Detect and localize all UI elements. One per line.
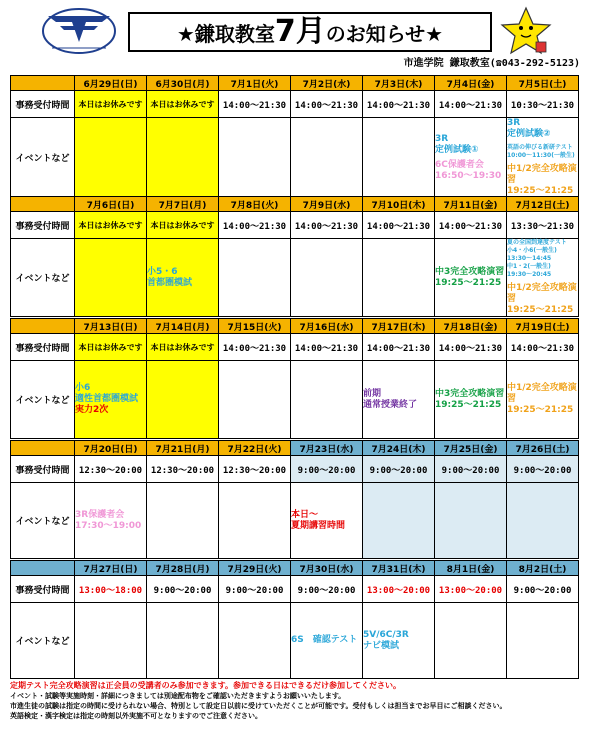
- day-date: 8月2日(土): [507, 561, 579, 576]
- reception-hours: 9:00～20:00: [291, 576, 363, 603]
- reception-hours: 13:00～18:00: [75, 576, 147, 603]
- reception-hours: 本日はお休みです: [147, 334, 219, 361]
- day-events: [75, 239, 147, 317]
- reception-hours: 13:00～20:00: [435, 576, 507, 603]
- day-date: 7月31日(木): [363, 561, 435, 576]
- event-text: 実力2次: [75, 405, 109, 415]
- reception-label: 事務受付時間: [11, 334, 75, 361]
- day-events: [147, 361, 219, 439]
- day-events: [219, 603, 291, 679]
- day-date: 7月1日(火): [219, 76, 291, 91]
- day-events: [363, 118, 435, 198]
- day-events: [75, 118, 147, 198]
- events-label: イベントなど: [11, 239, 75, 317]
- event-text: 小4・小6(一般生): [507, 247, 557, 254]
- event-text: 19:30～20:45: [507, 271, 552, 278]
- day-date: 7月22日(火): [219, 441, 291, 456]
- event-text: 19:25～21:25: [507, 305, 574, 315]
- day-date: 7月25日(金): [435, 441, 507, 456]
- reception-hours: 9:00～20:00: [507, 576, 579, 603]
- header-corner: [11, 197, 75, 212]
- day-events: [147, 483, 219, 559]
- day-events: [507, 603, 579, 679]
- day-date: 8月1日(金): [435, 561, 507, 576]
- day-events: [507, 118, 579, 198]
- star-mascot-icon: [498, 6, 554, 58]
- reception-hours: 本日はお休みです: [75, 91, 147, 118]
- event-text: 3R保護者会: [75, 509, 125, 520]
- reception-hours: 14:00～21:30: [435, 334, 507, 361]
- day-events: [363, 603, 435, 679]
- day-events: [507, 239, 579, 317]
- day-date: 7月18日(金): [435, 319, 507, 334]
- day-events: [363, 239, 435, 317]
- week-table: [10, 196, 579, 317]
- reception-hours: 12:30～20:00: [219, 456, 291, 483]
- event-text: 中3完全攻略演習: [435, 266, 505, 277]
- event-text: 首都圏模試: [147, 277, 193, 288]
- reception-hours: 14:00～21:30: [363, 91, 435, 118]
- day-events: [363, 483, 435, 559]
- day-date: 7月29日(火): [219, 561, 291, 576]
- event-text: 19:25～21:25: [507, 186, 574, 196]
- day-events: [291, 118, 363, 198]
- event-text: 中1/2完全攻略演習: [507, 283, 577, 304]
- reception-label: 事務受付時間: [11, 576, 75, 603]
- reception-hours: 14:00～21:30: [291, 91, 363, 118]
- day-date: 7月24日(木): [363, 441, 435, 456]
- reception-hours: 9:00～20:00: [219, 576, 291, 603]
- reception-hours: 14:00～21:30: [219, 91, 291, 118]
- day-date: 7月27日(日): [75, 561, 147, 576]
- day-events: [435, 361, 507, 439]
- reception-hours: 14:00～21:30: [507, 334, 579, 361]
- reception-hours: 本日はお休みです: [147, 212, 219, 239]
- header-corner: [11, 319, 75, 334]
- day-date: 7月5日(土): [507, 76, 579, 91]
- day-date: 7月2日(水): [291, 76, 363, 91]
- day-events: [435, 239, 507, 317]
- day-events: [219, 483, 291, 559]
- day-events: [219, 239, 291, 317]
- week-table: [10, 440, 579, 559]
- event-text: ナビ模試: [363, 640, 400, 651]
- reception-hours: 14:00～21:30: [363, 212, 435, 239]
- day-date: 7月7日(月): [147, 197, 219, 212]
- event-text: 適性首都圏模試: [75, 394, 139, 404]
- event-text: 10:00～11:30(一般生): [507, 152, 575, 159]
- events-label: イベントなど: [11, 118, 75, 198]
- day-date: 7月21日(月): [147, 441, 219, 456]
- header-corner: [11, 561, 75, 576]
- week-table: [10, 75, 579, 198]
- event-text: 5V/6C/3R: [363, 629, 409, 640]
- day-date: 6月30日(月): [147, 76, 219, 91]
- event-text: 定例試験①: [435, 144, 479, 155]
- reception-hours: 9:00～20:00: [291, 456, 363, 483]
- day-events: [147, 603, 219, 679]
- event-text: 19:25～21:25: [435, 399, 502, 410]
- title-prefix: ★鎌取教室: [176, 21, 275, 46]
- reception-hours: 12:30～20:00: [147, 456, 219, 483]
- reception-label: 事務受付時間: [11, 212, 75, 239]
- event-text: 19:25～21:25: [435, 277, 502, 288]
- day-events: [291, 239, 363, 317]
- reception-hours: 14:00～21:30: [435, 91, 507, 118]
- reception-hours: 本日はお休みです: [75, 212, 147, 239]
- event-text: 16:50～19:30: [435, 170, 502, 181]
- reception-hours: 本日はお休みです: [147, 91, 219, 118]
- reception-hours: 9:00～20:00: [147, 576, 219, 603]
- day-date: 7月15日(火): [219, 319, 291, 334]
- event-text: 中1/2完全攻略演習: [507, 164, 577, 185]
- note-line: 定期テスト完全攻略演習は正会員の受講者のみ参加できます。参加できる日はできるだけ参加してください。: [10, 681, 402, 690]
- reception-hours: 14:00～21:30: [291, 334, 363, 361]
- event-text: 前期: [363, 388, 382, 399]
- day-date: 7月10日(木): [363, 197, 435, 212]
- event-text: 6C保護者会: [435, 159, 484, 170]
- day-events: [291, 483, 363, 559]
- day-events: [147, 239, 219, 317]
- reception-hours: 13:00～20:00: [363, 576, 435, 603]
- reception-hours: 12:30～20:00: [75, 456, 147, 483]
- reception-label: 事務受付時間: [11, 91, 75, 118]
- day-date: 7月19日(土): [507, 319, 579, 334]
- reception-hours: 9:00～20:00: [507, 456, 579, 483]
- event-text: 中1/2完全攻略演習: [507, 383, 577, 404]
- day-date: 7月11日(金): [435, 197, 507, 212]
- event-text: 中1・2(一般生): [507, 263, 551, 270]
- school-contact: 市進学院 鎌取教室(☎043-292-5123): [403, 58, 580, 69]
- day-events: [75, 603, 147, 679]
- event-text: 英語の伸びる新研テスト: [507, 144, 573, 151]
- event-text: 6S 確認テスト: [291, 635, 358, 645]
- day-date: 7月8日(火): [219, 197, 291, 212]
- note-line: 市進生徒の試験は指定の時間に受けられない場合、特別として設定日以前に受けていただくことが可能です。受付もしくは担当までお早目にご相談ください。: [10, 702, 507, 710]
- school-logo-icon: [40, 6, 118, 56]
- day-events: [147, 118, 219, 198]
- event-text: 通常授業終了: [363, 399, 418, 410]
- day-date: 7月16日(水): [291, 319, 363, 334]
- day-date: 7月17日(木): [363, 319, 435, 334]
- day-events: [219, 118, 291, 198]
- reception-hours: 14:00～21:30: [291, 212, 363, 239]
- day-events: [75, 361, 147, 439]
- reception-hours: 10:30～21:30: [507, 91, 579, 118]
- day-events: [291, 361, 363, 439]
- event-text: 定例試験②: [507, 129, 551, 139]
- day-date: 7月6日(日): [75, 197, 147, 212]
- day-events: [507, 483, 579, 559]
- day-date: 6月29日(日): [75, 76, 147, 91]
- day-date: 7月26日(土): [507, 441, 579, 456]
- reception-hours: 13:30～21:30: [507, 212, 579, 239]
- day-date: 7月30日(水): [291, 561, 363, 576]
- note-line: イベント・試験等実施時刻・詳細につきましては別途配布物をご確認いただきますようお願いいたします。: [10, 692, 346, 700]
- reception-label: 事務受付時間: [11, 456, 75, 483]
- event-text: 19:25～21:25: [507, 405, 574, 415]
- day-events: [75, 483, 147, 559]
- week-table: [10, 318, 579, 439]
- events-label: イベントなど: [11, 483, 75, 559]
- title-month: 7月: [274, 14, 326, 49]
- event-text: 3R: [507, 118, 521, 128]
- event-text: 小5・6: [147, 266, 178, 277]
- day-events: [435, 118, 507, 198]
- reception-hours: 9:00～20:00: [363, 456, 435, 483]
- day-date: 7月13日(日): [75, 319, 147, 334]
- event-text: 3R: [435, 133, 449, 144]
- event-text: 夏の全国到達度テスト: [507, 239, 567, 246]
- events-label: イベントなど: [11, 361, 75, 439]
- day-events: [291, 603, 363, 679]
- day-events: [363, 361, 435, 439]
- day-events: [507, 361, 579, 439]
- reception-hours: 14:00～21:30: [219, 334, 291, 361]
- event-text: 夏期講習時間: [291, 520, 346, 531]
- events-label: イベントなど: [11, 603, 75, 679]
- reception-hours: 14:00～21:30: [219, 212, 291, 239]
- day-date: 7月23日(水): [291, 441, 363, 456]
- day-events: [219, 361, 291, 439]
- page-title: [128, 12, 492, 52]
- day-date: 7月9日(水): [291, 197, 363, 212]
- reception-hours: 14:00～21:30: [363, 334, 435, 361]
- day-date: 7月4日(金): [435, 76, 507, 91]
- header: [10, 6, 580, 56]
- event-text: 本日～: [291, 509, 319, 520]
- event-text: 中3完全攻略演習: [435, 388, 505, 399]
- header-corner: [11, 76, 75, 91]
- header-corner: [11, 441, 75, 456]
- reception-hours: 14:00～21:30: [435, 212, 507, 239]
- reception-hours: 9:00～20:00: [435, 456, 507, 483]
- day-date: 7月28日(月): [147, 561, 219, 576]
- day-date: 7月3日(木): [363, 76, 435, 91]
- event-text: 小6: [75, 383, 91, 393]
- title-suffix: のお知らせ★: [325, 21, 444, 46]
- day-events: [435, 483, 507, 559]
- day-events: [435, 603, 507, 679]
- note-line: 英語検定・漢字検定は指定の時刻以外実施不可となりますのでご注意ください。: [10, 712, 262, 720]
- notes: [10, 681, 585, 721]
- event-text: 17:30～19:00: [75, 520, 142, 531]
- event-text: 13:30～14:45: [507, 255, 552, 262]
- week-table: [10, 560, 579, 679]
- day-date: 7月12日(土): [507, 197, 579, 212]
- day-date: 7月20日(日): [75, 441, 147, 456]
- reception-hours: 本日はお休みです: [75, 334, 147, 361]
- day-date: 7月14日(月): [147, 319, 219, 334]
